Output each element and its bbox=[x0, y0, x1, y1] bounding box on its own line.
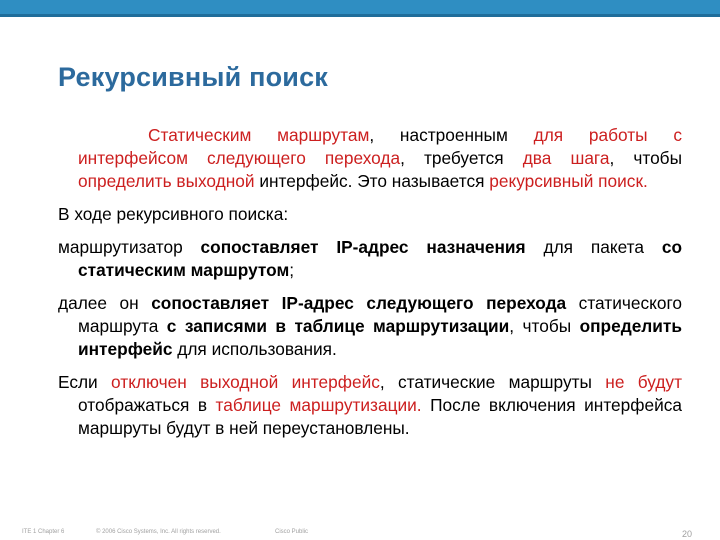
paragraph-recursive-intro: В ходе рекурсивного поиска: bbox=[58, 204, 289, 224]
text-segment: Статическим маршрутам bbox=[148, 125, 370, 145]
slide-body bbox=[58, 124, 682, 450]
paragraph-static-routes bbox=[58, 124, 682, 193]
paragraph-interface-down bbox=[58, 371, 682, 440]
text-segment: , настроенным bbox=[369, 125, 534, 145]
text-segment: сопоставляет IP-адрес назначения bbox=[200, 237, 526, 257]
page-number: 20 bbox=[681, 529, 692, 539]
paragraph-match-destination bbox=[58, 236, 682, 282]
footer-copyright: © 2006 Cisco Systems, Inc. All rights reserved. bbox=[96, 529, 221, 535]
text-segment: Если bbox=[58, 372, 112, 392]
text-segment: два шага bbox=[522, 148, 610, 168]
text-segment: После включения интерфейса маршруты будут в ней переустановлены. bbox=[78, 395, 682, 438]
slide-title: Рекурсивный поиск bbox=[58, 62, 329, 92]
footer-course: ITE 1 Chapter 6 bbox=[22, 529, 65, 535]
text-segment: маршрутизатор bbox=[58, 237, 201, 257]
text-segment: , статические маршруты bbox=[379, 372, 606, 392]
text-segment: отображаться в bbox=[78, 395, 216, 415]
text-segment: определить выходной bbox=[78, 171, 255, 191]
text-segment: , чтобы bbox=[609, 148, 682, 168]
text-segment: с записями в таблице маршрутизации bbox=[166, 316, 510, 336]
text-segment: сопоставляет IP-адрес следующего перехода bbox=[151, 293, 567, 313]
text-segment: , требуется bbox=[400, 148, 523, 168]
text-segment: определить интерфейс bbox=[78, 316, 682, 359]
text-segment: , чтобы bbox=[509, 316, 580, 336]
text-segment: интерфейс. Это называется bbox=[254, 171, 490, 191]
text-segment: со статическим маршрутом bbox=[78, 237, 682, 280]
slide-footer bbox=[0, 527, 720, 539]
text-segment: статического маршрута bbox=[78, 293, 682, 336]
text-segment: не будут bbox=[605, 372, 682, 392]
text-segment: рекурсивный поиск. bbox=[489, 171, 648, 191]
text-segment: таблице маршрутизации. bbox=[215, 395, 422, 415]
text-segment: для пакета bbox=[525, 237, 662, 257]
text-segment: отключен выходной интерфейс bbox=[111, 372, 380, 392]
text-segment: ; bbox=[289, 260, 295, 280]
paragraph-match-next-hop bbox=[58, 292, 682, 361]
text-segment: для использования. bbox=[172, 339, 337, 359]
top-banner-accent bbox=[0, 14, 720, 17]
footer-classification: Cisco Public bbox=[275, 529, 309, 535]
text-segment: для работы с интерфейсом следующего перехода bbox=[78, 125, 682, 168]
text-segment: далее он bbox=[58, 293, 152, 313]
